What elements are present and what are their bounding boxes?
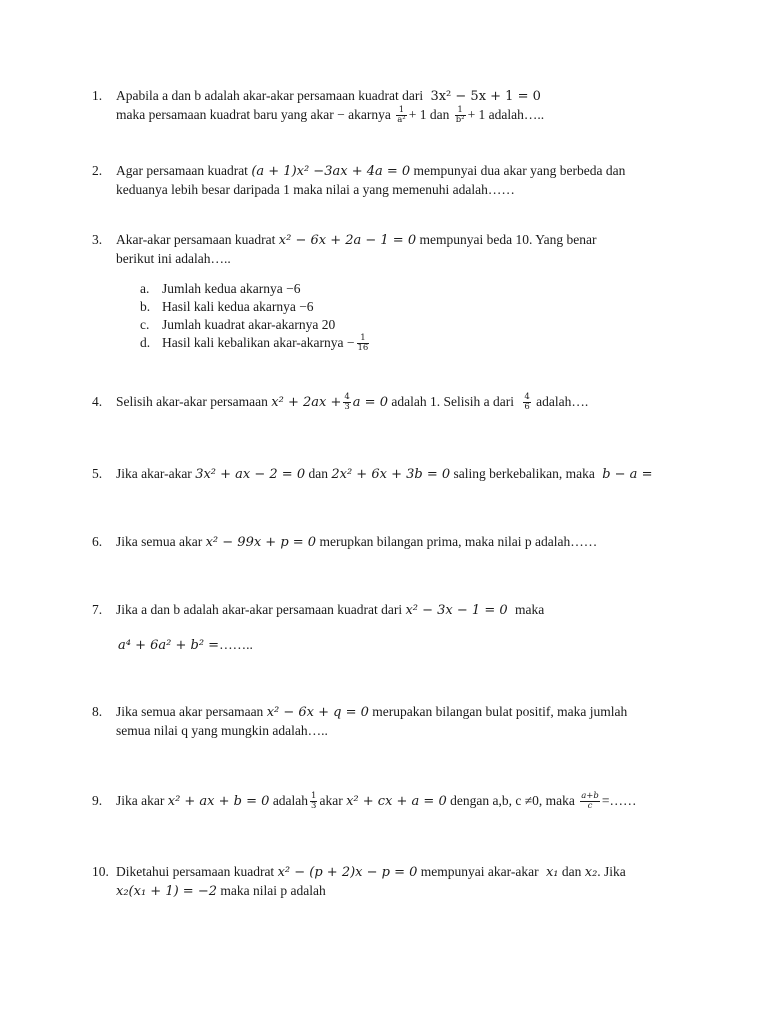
equation: a⁴ + 6a² + b² = bbox=[118, 638, 220, 653]
equation: (a + 1)x² −3ax + 4a = 0 bbox=[251, 164, 411, 179]
question-5 bbox=[92, 465, 682, 484]
fraction: $\frac{1}{\text{a²}}$ bbox=[397, 105, 406, 126]
equation: 3x² + ax − 2 = 0 bbox=[195, 467, 306, 482]
equation: x² − (p + 2)x − p = 0 bbox=[277, 865, 418, 880]
question-number: 9. bbox=[92, 793, 103, 808]
question-number: 10. bbox=[92, 864, 109, 879]
equation: x² − 3x − 1 = 0 bbox=[405, 603, 508, 618]
question-text: Jika semua akar bbox=[116, 534, 203, 549]
question-text: Jika a dan b adalah akar-akar persamaan kuadrat dari bbox=[116, 602, 403, 617]
question-text: =…… bbox=[601, 793, 637, 808]
equation: 2x² + 6x + 3b = 0 bbox=[331, 467, 451, 482]
option-d: d. Hasil kali kebalikan akar-akarnya − $\frac{1}{16}$ bbox=[140, 333, 369, 354]
question-text: Jika semua akar persamaan bbox=[116, 704, 264, 719]
question-text: maka bbox=[515, 602, 545, 617]
question-7 bbox=[92, 601, 682, 655]
equation: 3x² − 5x + 1 = 0 bbox=[430, 89, 541, 104]
question-text: Selisih akar-akar persamaan bbox=[116, 394, 268, 409]
question-text: Apabila a dan b adalah akar-akar persamaan kuadrat dari bbox=[116, 88, 424, 103]
question-number: 6. bbox=[92, 534, 103, 549]
question-number: 1. bbox=[92, 88, 103, 103]
question-text: Akar-akar persamaan kuadrat bbox=[116, 232, 276, 247]
question-8 bbox=[92, 703, 682, 740]
variable-x1: x₁ bbox=[545, 865, 559, 880]
question-number: 3. bbox=[92, 232, 103, 247]
equation: b − a = bbox=[602, 467, 653, 482]
question-text: keduanya lebih besar daripada 1 maka nilai a yang memenuhi adalah…… bbox=[116, 182, 515, 197]
equation: x² − 6x + 2a − 1 = 0 bbox=[278, 233, 417, 248]
option-a: a. Jumlah kedua akarnya −6 bbox=[140, 281, 301, 296]
question-6 bbox=[92, 533, 682, 552]
option-c: c. Jumlah kuadrat akar-akarnya 20 bbox=[140, 317, 336, 332]
question-text: mempunyai beda 10. Yang benar bbox=[419, 232, 597, 247]
question-text: + 1 dan bbox=[408, 107, 450, 122]
equation: a = 0 bbox=[352, 395, 388, 410]
option-list bbox=[140, 280, 682, 352]
question-text: adalah 1. Selisih a dari bbox=[391, 394, 514, 409]
equation: x² + 2ax + bbox=[271, 395, 342, 410]
equation: x² + ax + b = 0 bbox=[167, 794, 270, 809]
question-text: …….. bbox=[219, 637, 253, 652]
question-text: maka persamaan kuadrat baru yang akar − akarnya bbox=[116, 107, 391, 122]
question-text: saling berkebalikan, maka bbox=[453, 466, 595, 481]
question-text: merupkan bilangan prima, maka nilai p adalah…… bbox=[319, 534, 598, 549]
question-text: dengan a,b, c ≠0, maka bbox=[450, 793, 575, 808]
question-number: 5. bbox=[92, 466, 103, 481]
question-4 bbox=[92, 393, 682, 412]
question-text: Jika akar bbox=[116, 793, 165, 808]
question-number: 2. bbox=[92, 163, 103, 178]
fraction: $\frac{4}{6}$ bbox=[524, 392, 530, 413]
question-number: 8. bbox=[92, 704, 103, 719]
question-text: dan bbox=[308, 466, 328, 481]
question-text: . Jika bbox=[597, 864, 626, 879]
fraction: $\frac{4}{3}$ bbox=[344, 392, 350, 413]
fraction: $\frac{1}{3}$ bbox=[311, 791, 317, 812]
question-text: akar bbox=[319, 793, 343, 808]
question-text: adalah…. bbox=[536, 394, 589, 409]
question-text: + 1 adalah….. bbox=[467, 107, 545, 122]
variable-x2: x₂ bbox=[584, 865, 598, 880]
question-text: Diketahui persamaan kuadrat bbox=[116, 864, 275, 879]
question-number: 4. bbox=[92, 394, 103, 409]
question-text: mempunyai dua akar yang berbeda dan bbox=[413, 163, 626, 178]
fraction: $\frac{a+b}{c}$ bbox=[581, 791, 599, 812]
question-3 bbox=[92, 231, 682, 352]
question-10 bbox=[92, 863, 682, 901]
question-text: berikut ini adalah….. bbox=[116, 251, 231, 266]
equation: x₂(x₁ + 1) = −2 bbox=[116, 884, 217, 899]
question-text: merupakan bilangan bulat positif, maka jumlah bbox=[372, 704, 628, 719]
option-b: b. Hasil kali kedua akarnya −6 bbox=[140, 299, 314, 314]
equation: x² − 99x + p = 0 bbox=[205, 535, 317, 550]
question-9 bbox=[92, 792, 682, 811]
equation: x² − 6x + q = 0 bbox=[266, 705, 369, 720]
question-text: mempunyai akar-akar bbox=[420, 864, 539, 879]
question-1 bbox=[92, 87, 682, 125]
question-number: 7. bbox=[92, 602, 103, 617]
equation: x² + cx + a = 0 bbox=[346, 794, 447, 809]
question-2 bbox=[92, 162, 682, 199]
question-text: semua nilai q yang mungkin adalah….. bbox=[116, 723, 328, 738]
fraction: $\frac{1}{\text{b²}}$ bbox=[455, 105, 465, 126]
question-text: dan bbox=[561, 864, 582, 879]
question-text: maka nilai p adalah bbox=[220, 883, 326, 898]
fraction: $\frac{1}{16}$ bbox=[357, 333, 369, 354]
question-text: Jika akar-akar bbox=[116, 466, 192, 481]
question-text: Agar persamaan kuadrat bbox=[116, 163, 248, 178]
question-text: adalah bbox=[272, 793, 309, 808]
